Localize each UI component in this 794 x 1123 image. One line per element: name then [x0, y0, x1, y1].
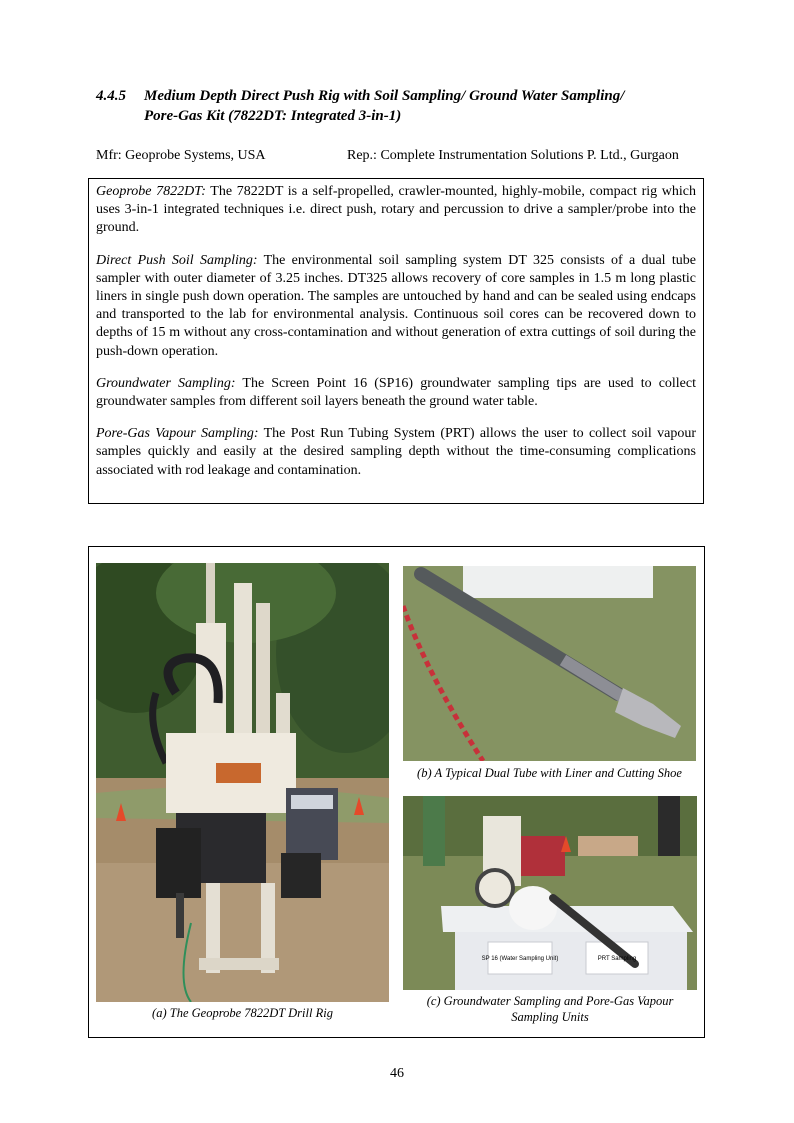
- page-number: 46: [390, 1066, 404, 1081]
- prt-sampling-card-label: PRT Sampling: [597, 956, 637, 962]
- paragraph-text: The Screen Point 16 (SP16) groundwater sampling tips are used to collect groundwater samples from different soil layers beneath the ground water table.: [96, 375, 697, 410]
- paragraph-text: The Post Run Tubing System (PRT) allows the user to collect soil vapour samples quickly and easily at the desired sampling depth without the time-consuming complications associated with rod leakage and contamination.: [96, 426, 696, 478]
- sampling-units-photo: [403, 796, 697, 990]
- caption-b: (b) A Typical Dual Tube with Liner and Cutting Shoe: [417, 766, 682, 780]
- caption-c-line1: [486, 1046, 487, 1047]
- paragraph-lead: Geoprobe 7822DT:: [96, 184, 206, 199]
- section-title-line2: Pore-Gas Kit (7822DT: Integrated 3-in-1): [144, 108, 402, 124]
- caption-c: (c) Groundwater Sampling and Pore-Gas Vapour Sampling Units: [426, 994, 674, 1024]
- paragraph-groundwater: [96, 375, 696, 411]
- paragraph-geoprobe: [96, 183, 696, 238]
- caption-a: (a) The Geoprobe 7822DT Drill Rig: [152, 1006, 333, 1020]
- representative-line: Rep.: Complete Instrumentation Solutions P. Ltd., Gurgaon: [347, 148, 679, 163]
- description-box: [88, 178, 704, 504]
- drill-rig-photo: [96, 563, 389, 1002]
- manufacturer-line: Mfr: Geoprobe Systems, USA: [96, 148, 266, 163]
- paragraph-lead: Groundwater Sampling:: [96, 375, 236, 391]
- paragraph-lead: Direct Push Soil Sampling:: [96, 252, 258, 268]
- dual-tube-photo: [403, 566, 696, 761]
- paragraph-text: The environmental soil sampling system DT 325 consists of a dual tube sampler with outer diameter of 3.25 inches. DT325 allows recovery of core samples in 1.5 m long plastic liners in single push down operation. The samples are untouched by hand and can be sealed using endcaps and transported to the lab for environmental analysis. Continuous soil cores can be recovered down to depths of 15 m without any cross-contamination and without generation of extra cuttings of soil during the push-down operation.: [96, 252, 696, 359]
- paragraph-text: The 7822DT is a self-propelled, crawler-mounted, highly-mobile, compact rig which uses 3-in-1 integrated techniques i.e. direct push, rotary and percussion to drive a sampler/probe into the ground.: [96, 184, 696, 236]
- paragraph-lead: Pore-Gas Vapour Sampling:: [96, 426, 259, 442]
- figure-box: [88, 546, 705, 1038]
- section-title-line1: Medium Depth Direct Push Rig with Soil Sampling/ Ground Water Sampling/: [144, 88, 625, 104]
- paragraph-pore-gas: [96, 425, 696, 480]
- water-sampling-card-label: SP 16 (Water Sampling Unit): [481, 956, 559, 962]
- section-number: 4.4.5: [96, 88, 126, 104]
- paragraph-direct-push: [96, 252, 696, 361]
